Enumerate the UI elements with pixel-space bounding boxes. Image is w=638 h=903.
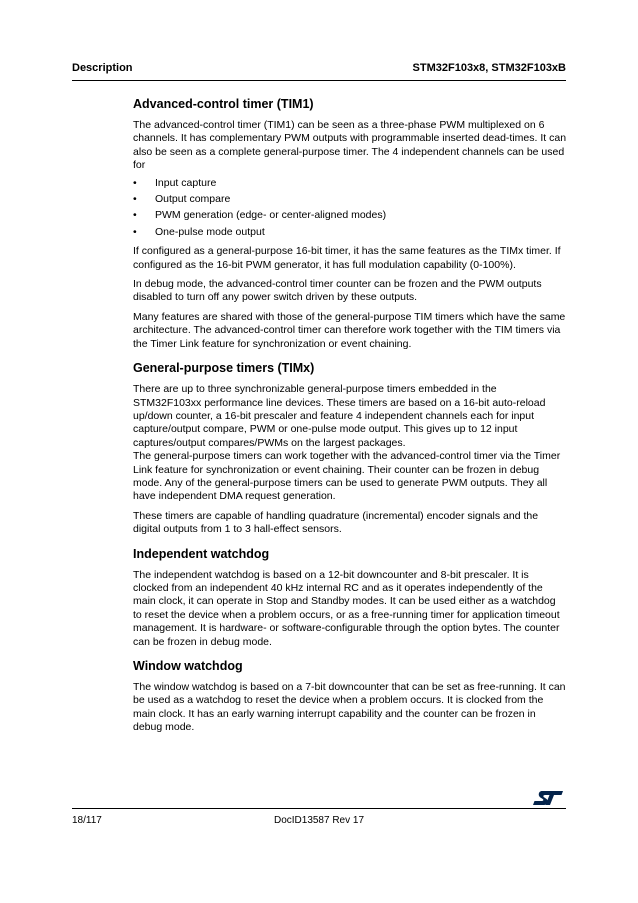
bullet-icon: • [133,209,137,222]
bullet-icon: • [133,193,137,206]
section-title-wwdg: Window watchdog [133,659,243,673]
section-title-timx: General-purpose timers (TIMx) [133,361,315,376]
tim1-paragraph-3: Many features are shared with those of the general-purpose TIM timers which have the same architecture. The advanced-control timer can therefore work together with the TIM timers via the Timer Link feature for synchronization or event chaining. [133,310,566,350]
page-content [133,96,567,741]
list-item-text: Output compare [155,193,231,206]
list-item-text: Input capture [155,176,217,189]
footer-divider [72,808,566,809]
list-item-text: One-pulse mode output [155,225,265,238]
header-section-label: Description [72,62,133,74]
list-item [133,177,567,190]
list-item [133,226,567,239]
list-item [133,193,567,206]
bullet-icon: • [133,176,137,189]
tim1-paragraph-1: If configured as a general-purpose 16-bit timer, it has the same features as the TIMx timer. If configured as the 16-bit PWM generator, it has full modulation capability (0-100%). [133,245,561,271]
document-id: DocID13587 Rev 17 [273,815,365,826]
tim1-feature-list [133,177,567,240]
section-title-iwdg: Independent watchdog [133,546,270,561]
timx-paragraph-2: The general-purpose timers can work together with the advanced-control timer via the Timer Link feature for synchronization or event chaining. Their counter can be frozen in debug mode. Any of the general-purpose timers can be used to generate PWM outputs. They all have independent DMA request generation. [133,450,561,503]
st-logo-shape [533,791,563,805]
st-logo-icon [532,790,564,806]
header-product-label: STM32F103x8, STM32F103xB [412,62,566,74]
list-item-text: PWM generation (edge- or center-aligned modes) [155,209,387,222]
page-number: 18/117 [72,815,102,826]
section-title-tim1: Advanced-control timer (TIM1) [133,97,314,111]
header-divider [72,80,566,81]
tim1-paragraph-2: In debug mode, the advanced-control timer counter can be frozen and the PWM outputs disabled to turn off any power switch driven by these outputs. [133,278,542,304]
timx-paragraph-3: These timers are capable of handling quadrature (incremental) encoder signals and the digital outputs from 1 to 3 hall-effect sensors. [133,509,539,536]
wwdg-paragraph-1: The window watchdog is based on a 7-bit downcounter that can be set as free-running. It can be used as a watchdog to reset the device when a problem occurs. It is clocked from the main clock. It has an early warning interrupt capability and the counter can be frozen in debug mode. [133,681,566,734]
list-item [133,209,567,222]
timx-paragraph-1: There are up to three synchronizable general-purpose timers embedded in the STM32F103xx performance line devices. These timers are based on a 16-bit auto-reload up/down counter, a 16-bit prescaler and feature 4 independent channels each for input capture/output compare, PWM or one-pulse mode output. This gives up to 12 input captures/output compares/PWMs on the largest packages. [133,383,546,449]
iwdg-paragraph-1: The independent watchdog is based on a 12-bit downcounter and 8-bit prescaler. It is clocked from an independent 40 kHz internal RC and as it operates independently of the main clock, it can operate in Stop and Standby modes. It can be used either as a watchdog to reset the device when a problem occurs, or as a free-running timer for application timeout management. It is hardware- or software-configurable through the option bytes. The counter can be frozen in debug mode. [133,568,560,648]
bullet-icon: • [133,225,137,238]
tim1-intro-paragraph: The advanced-control timer (TIM1) can be seen as a three-phase PWM multiplexed on 6 channels. It has complementary PWM outputs with programmable inserted dead-times. It can also be seen as a complete general-purpose timer. The 4 independent channels can be used for [133,119,567,172]
